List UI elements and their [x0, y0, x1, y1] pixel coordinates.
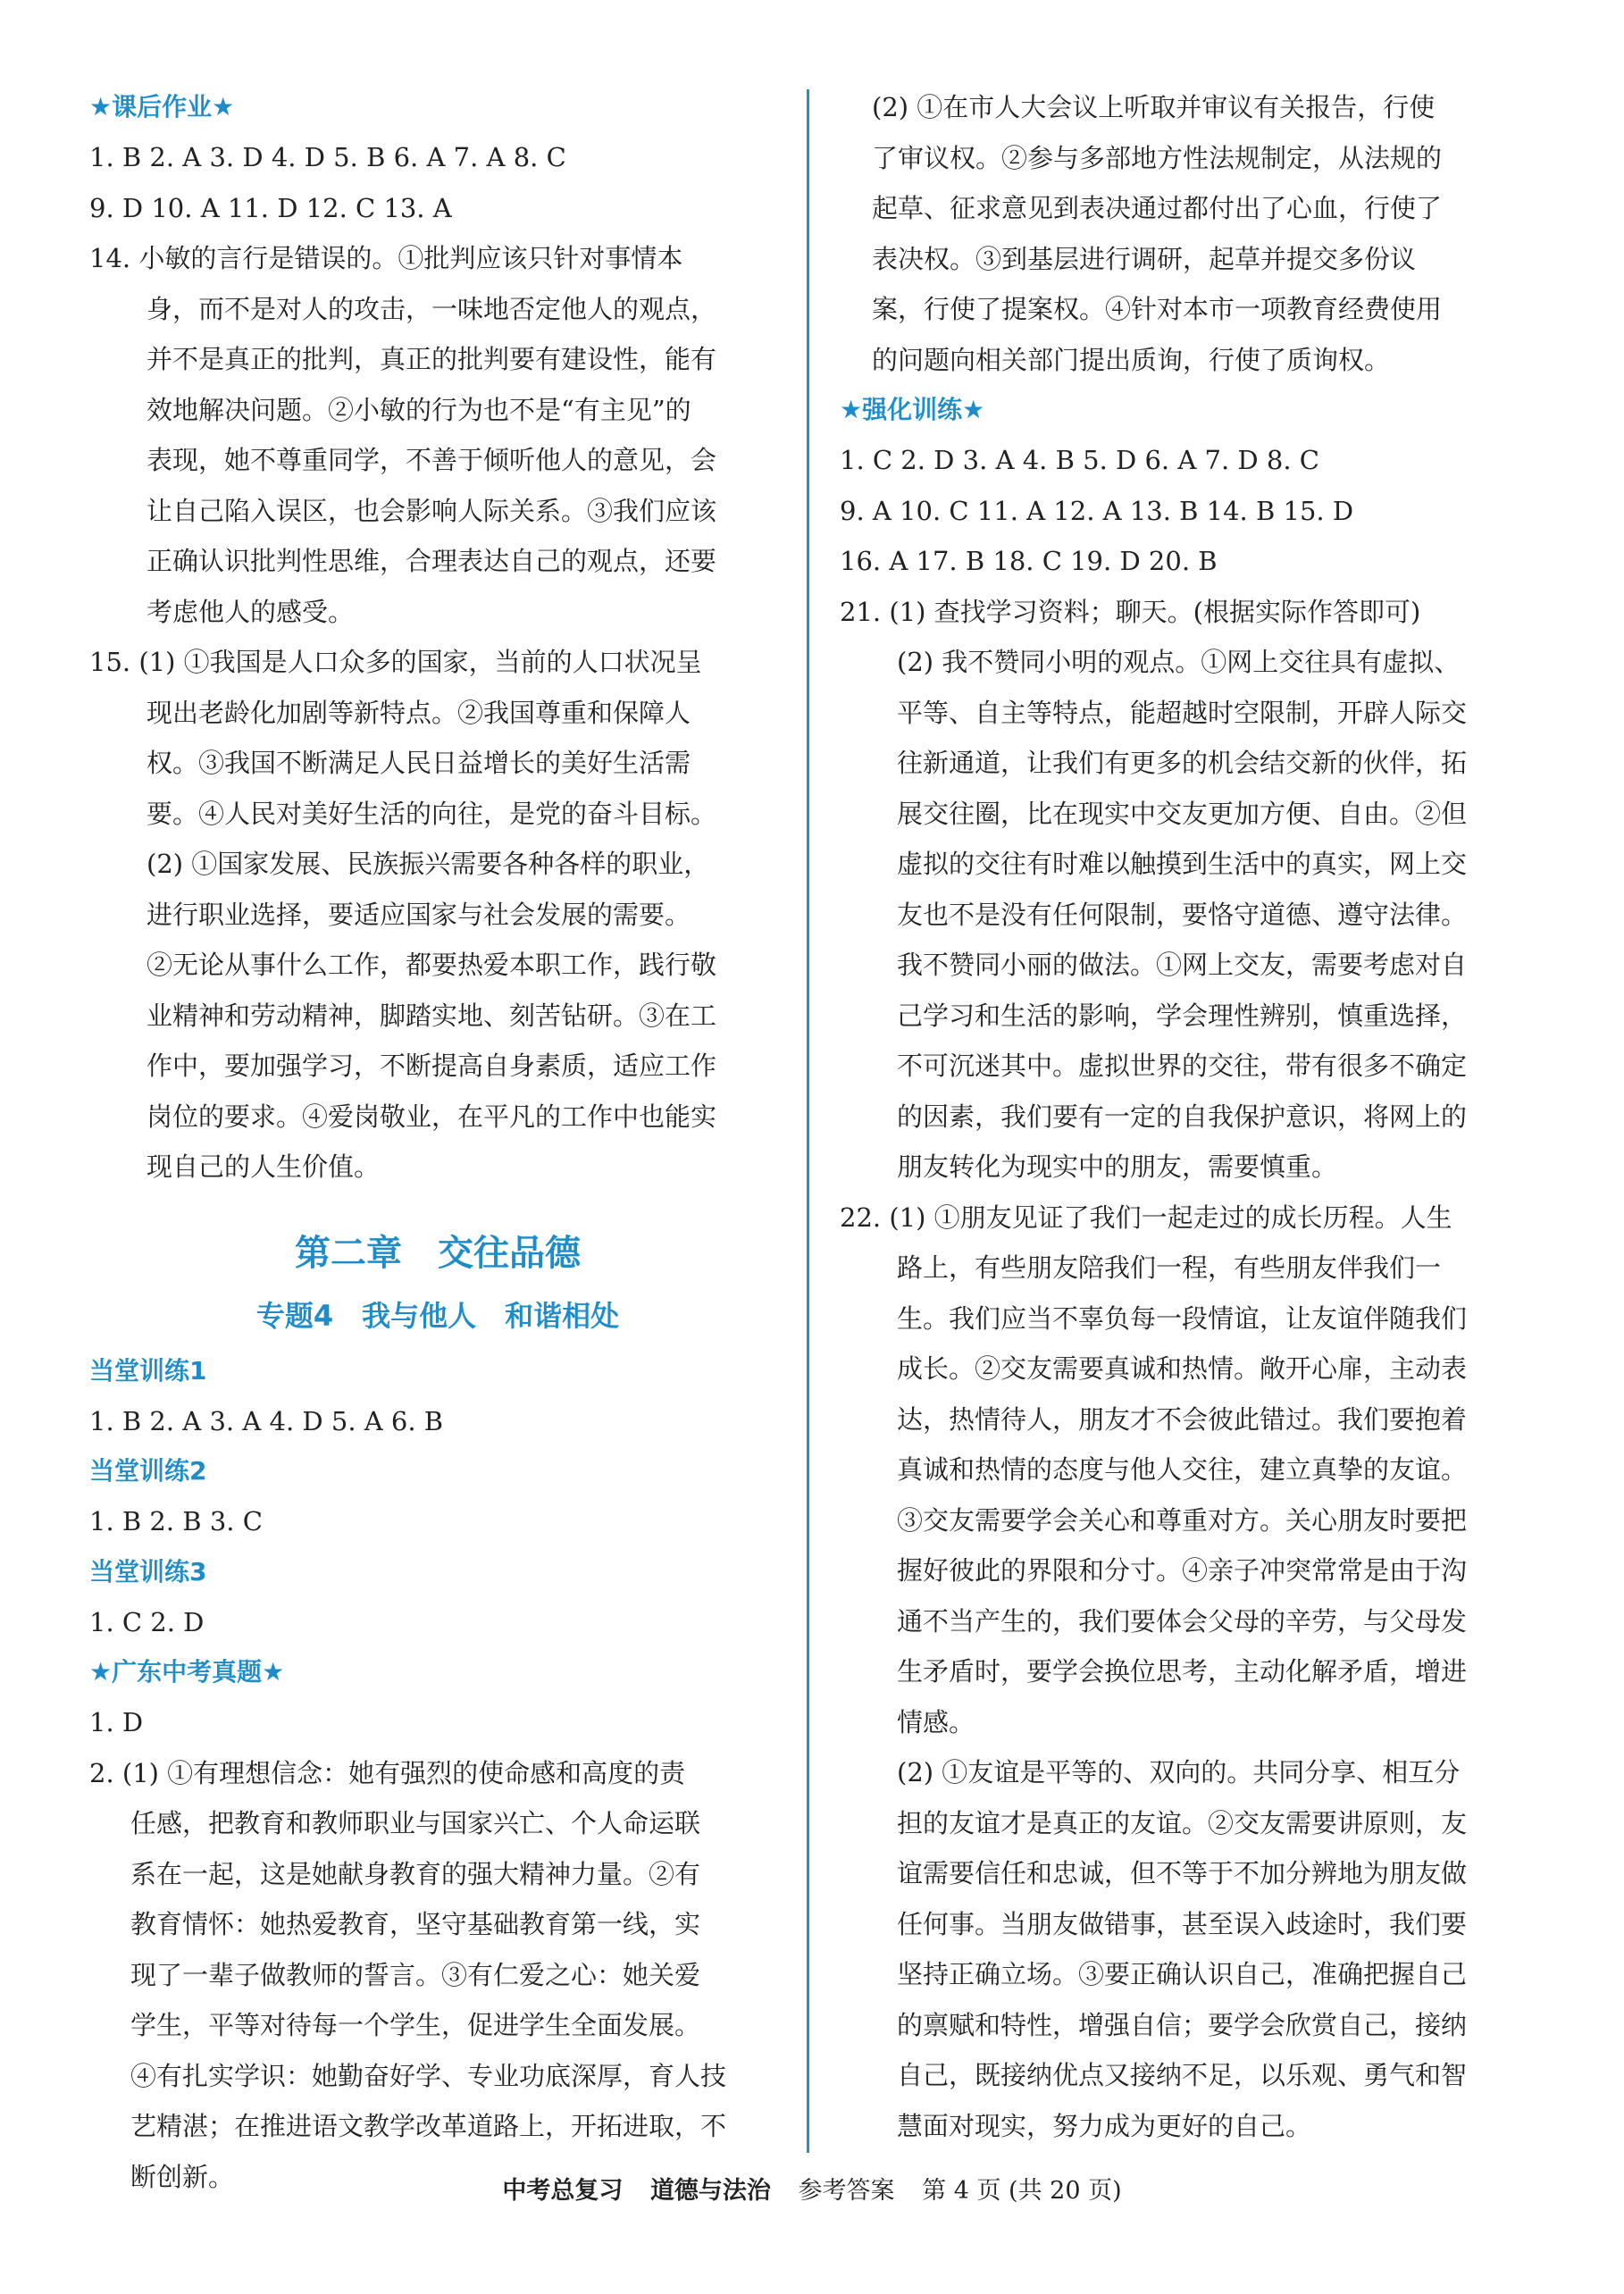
- gd-q2-line: 任感，把教育和教师职业与国家兴亡、个人命运联: [130, 1808, 701, 1838]
- page-footer: [0, 2171, 1624, 2206]
- q15-line: 进行职业选择，要适应国家与社会发展的需要。: [146, 899, 691, 930]
- q15-line: ②无论从事什么工作，都要热爱本职工作，践行敬: [146, 950, 717, 980]
- q22-line: 通不当产生的，我们要体会父母的辛劳，与父母发: [897, 1605, 1468, 1637]
- q15-line: 要。④人民对美好生活的向往，是党的奋斗目标。: [146, 798, 717, 829]
- q22-line: 慧面对现实，努力成为更好的自己。: [897, 2110, 1312, 2141]
- q21-line: 的因素，我们要有一定的自我保护意识，将网上的: [897, 1101, 1468, 1132]
- q14-line: 身，而不是对人的攻击，一味地否定他人的观点，: [146, 293, 717, 324]
- footer-book: 中考总复习: [502, 2177, 624, 2205]
- guangdong-exam-heading: ★广东中考真题★: [89, 1657, 285, 1687]
- gd-q2-line: 艺精湛；在推进语文教学改革道路上，开拓进取，不: [130, 2111, 727, 2141]
- q22-line: 任何事。当朋友做错事，甚至误入歧途时，我们要: [897, 1908, 1468, 1939]
- strengthen-heading: ★强化训练★: [840, 395, 985, 424]
- page-number: 第 4 页 (共 20 页): [922, 2177, 1122, 2205]
- q22-line: 22. (1) ①朋友见证了我们一起走过的成长历程。人生: [840, 1201, 1452, 1233]
- q2-cont-line: 的问题向相关部门提出质询，行使了质询权。: [872, 344, 1391, 375]
- q14-line: 让自己陷入误区，也会影响人际关系。③我们应该: [146, 495, 717, 526]
- gd-q2-line: ④有扎实学识：她勤奋好学、专业功底深厚，育人技: [130, 2060, 727, 2091]
- q22-line: 真诚和热情的态度与他人交往，建立真挚的友谊。: [897, 1454, 1468, 1485]
- q15-line: 权。③我国不断满足人民日益增长的美好生活需: [146, 748, 691, 778]
- answer-line: 9. A 10. C 11. A 12. A 13. B 14. B 15. D: [840, 495, 1354, 526]
- gd-q2-line: 学生，平等对待每一个学生，促进学生全面发展。: [130, 2010, 701, 2040]
- q21-line: 友也不是没有任何限制，要恪守道德、遵守法律。: [897, 899, 1468, 930]
- right-column: [840, 82, 1536, 2151]
- q22-line: 的禀赋和特性，增强自信；要学会欣赏自己，接纳: [897, 2009, 1468, 2040]
- q15-line: 现出老龄化加剧等新特点。②我国尊重和保障人: [146, 697, 691, 728]
- q15-line: 作中，要加强学习，不断提高自身素质，适应工作: [146, 1051, 717, 1081]
- answer-line: 1. B 2. A 3. D 4. D 5. B 6. A 7. A 8. C: [89, 142, 566, 172]
- gd-q2-line: 现了一辈子做教师的誓言。③有仁爱之心：她关爱: [130, 1959, 701, 1990]
- q22-line: 生。我们应当不辜负每一段情谊，让友谊伴随我们: [897, 1302, 1468, 1334]
- q14-line: 考虑他人的感受。: [146, 596, 355, 627]
- q15-line: 现自己的人生价值。: [146, 1151, 381, 1182]
- answer-line: 1. C 2. D: [89, 1606, 205, 1637]
- q14-line: 表现，她不尊重同学，不善于倾听他人的意见，会: [146, 445, 717, 475]
- column-divider: [807, 89, 809, 2153]
- gd-q2-line: 断创新。: [130, 2161, 235, 2192]
- q21-line: 往新通道，让我们有更多的机会结交新的伙伴，拓: [897, 748, 1468, 778]
- q21-line: 己学习和生活的影响，学会理性辨别，慎重选择，: [897, 1000, 1468, 1031]
- q2-cont-line: 案，行使了提案权。④针对本市一项教育经费使用: [872, 294, 1443, 324]
- footer-subject: 道德与法治: [649, 2177, 771, 2205]
- q21-line: (2) 我不赞同小明的观点。①网上交往具有虚拟、: [897, 647, 1461, 677]
- q2-cont-line: (2) ①在市人大会议上听取并审议有关报告，行使: [872, 92, 1436, 122]
- answer-line: 1. B 2. A 3. A 4. D 5. A 6. B: [89, 1405, 444, 1436]
- answer-line: 1. B 2. B 3. C: [89, 1506, 263, 1536]
- q22-line: ③交友需要学会关心和尊重对方。关心朋友时要把: [897, 1504, 1468, 1536]
- q22-line: 自己，既接纳优点又接纳不足，以乐观、勇气和智: [897, 2060, 1468, 2090]
- q21-line: 平等、自主等特点，能超越时空限制，开辟人际交: [897, 697, 1468, 728]
- q14-line: 效地解决问题。②小敏的行为也不是“有主见”的: [146, 394, 691, 425]
- q22-line: 达，热情待人，朋友才不会彼此错过。我们要抱着: [897, 1403, 1468, 1435]
- answer-line: 9. D 10. A 11. D 12. C 13. A: [89, 192, 452, 223]
- q21-line: 我不赞同小丽的做法。①网上交友，需要考虑对自: [897, 950, 1468, 980]
- q22-line: 成长。②交友需要真诚和热情。敞开心扉，主动表: [897, 1353, 1468, 1384]
- class-training-3-heading: 当堂训练3: [89, 1556, 207, 1587]
- answer-line: 1. C 2. D 3. A 4. B 5. D 6. A 7. D 8. C: [840, 445, 1319, 475]
- topic-title: 专题4 我与他人 和谐相处: [255, 1298, 620, 1333]
- q22-line: 情感。: [897, 1706, 975, 1737]
- answer-line: 1. D: [89, 1707, 144, 1737]
- q15-line: 岗位的要求。④爱岗敬业，在平凡的工作中也能实: [146, 1101, 717, 1132]
- q22-line: 路上，有些朋友陪我们一程，有些朋友伴我们一: [897, 1252, 1442, 1283]
- footer-answers: 参考答案: [798, 2177, 895, 2205]
- q21-line: 展交往圈，比在现实中交友更加方便、自由。②但: [897, 798, 1468, 829]
- class-training-1-heading: 当堂训练1: [89, 1355, 207, 1386]
- class-training-2-heading: 当堂训练2: [89, 1456, 207, 1486]
- q21-line: 21. (1) 查找学习资料；聊天。(根据实际作答即可): [840, 596, 1421, 627]
- q15-line: 业精神和劳动精神，脚踏实地、刻苦钻研。③在工: [146, 1000, 717, 1031]
- q22-line: 握好彼此的界限和分寸。④亲子冲突常常是由于沟: [897, 1555, 1468, 1586]
- chapter-title: 第二章 交往品德: [295, 1231, 581, 1274]
- q14-line: 并不是真正的批判，真正的批判要有建设性，能有: [146, 344, 717, 374]
- gd-q2-line: 2. (1) ①有理想信念：她有强烈的使命感和高度的责: [89, 1757, 686, 1788]
- q22-line: 生矛盾时，要学会换位思考，主动化解矛盾，增进: [897, 1656, 1468, 1687]
- q21-line: 虚拟的交往有时难以触摸到生活中的真实，网上交: [897, 849, 1468, 879]
- q15-line: (2) ①国家发展、民族振兴需要各种各样的职业，: [146, 849, 710, 879]
- q2-cont-line: 表决权。③到基层进行调研，起草并提交多份议: [872, 243, 1417, 274]
- q22-line: 坚持正确立场。③要正确认识自己，准确把握自己: [897, 1959, 1468, 1989]
- q15-line: 15. (1) ①我国是人口众多的国家，当前的人口状况呈: [89, 647, 702, 677]
- left-column: [89, 82, 786, 2202]
- answer-line: 16. A 17. B 18. C 19. D 20. B: [840, 546, 1218, 576]
- q2-cont-line: 了审议权。②参与多部地方性法规制定，从法规的: [872, 142, 1443, 173]
- q22-line: 担的友谊才是真正的友谊。②交友需要讲原则，友: [897, 1807, 1468, 1838]
- q14-line: 14. 小敏的言行是错误的。①批判应该只针对事情本: [89, 243, 683, 273]
- gd-q2-line: 教育情怀：她热爱教育，坚守基础教育第一线，实: [130, 1909, 701, 1939]
- q2-cont-line: 起草、征求意见到表决通过都付出了心血，行使了: [872, 193, 1443, 223]
- q21-line: 朋友转化为现实中的朋友，需要慎重。: [897, 1151, 1338, 1182]
- q14-line: 正确认识批判性思维，合理表达自己的观点，还要: [146, 546, 717, 576]
- q22-line: (2) ①友谊是平等的、双向的。共同分享、相互分: [897, 1757, 1461, 1787]
- gd-q2-line: 系在一起，这是她献身教育的强大精神力量。②有: [130, 1858, 701, 1889]
- q21-line: 不可沉迷其中。虚拟世界的交往，带有很多不确定: [897, 1051, 1468, 1081]
- q22-line: 谊需要信任和忠诚，但不等于不加分辨地为朋友做: [897, 1858, 1468, 1888]
- homework-heading: ★课后作业★: [89, 92, 235, 121]
